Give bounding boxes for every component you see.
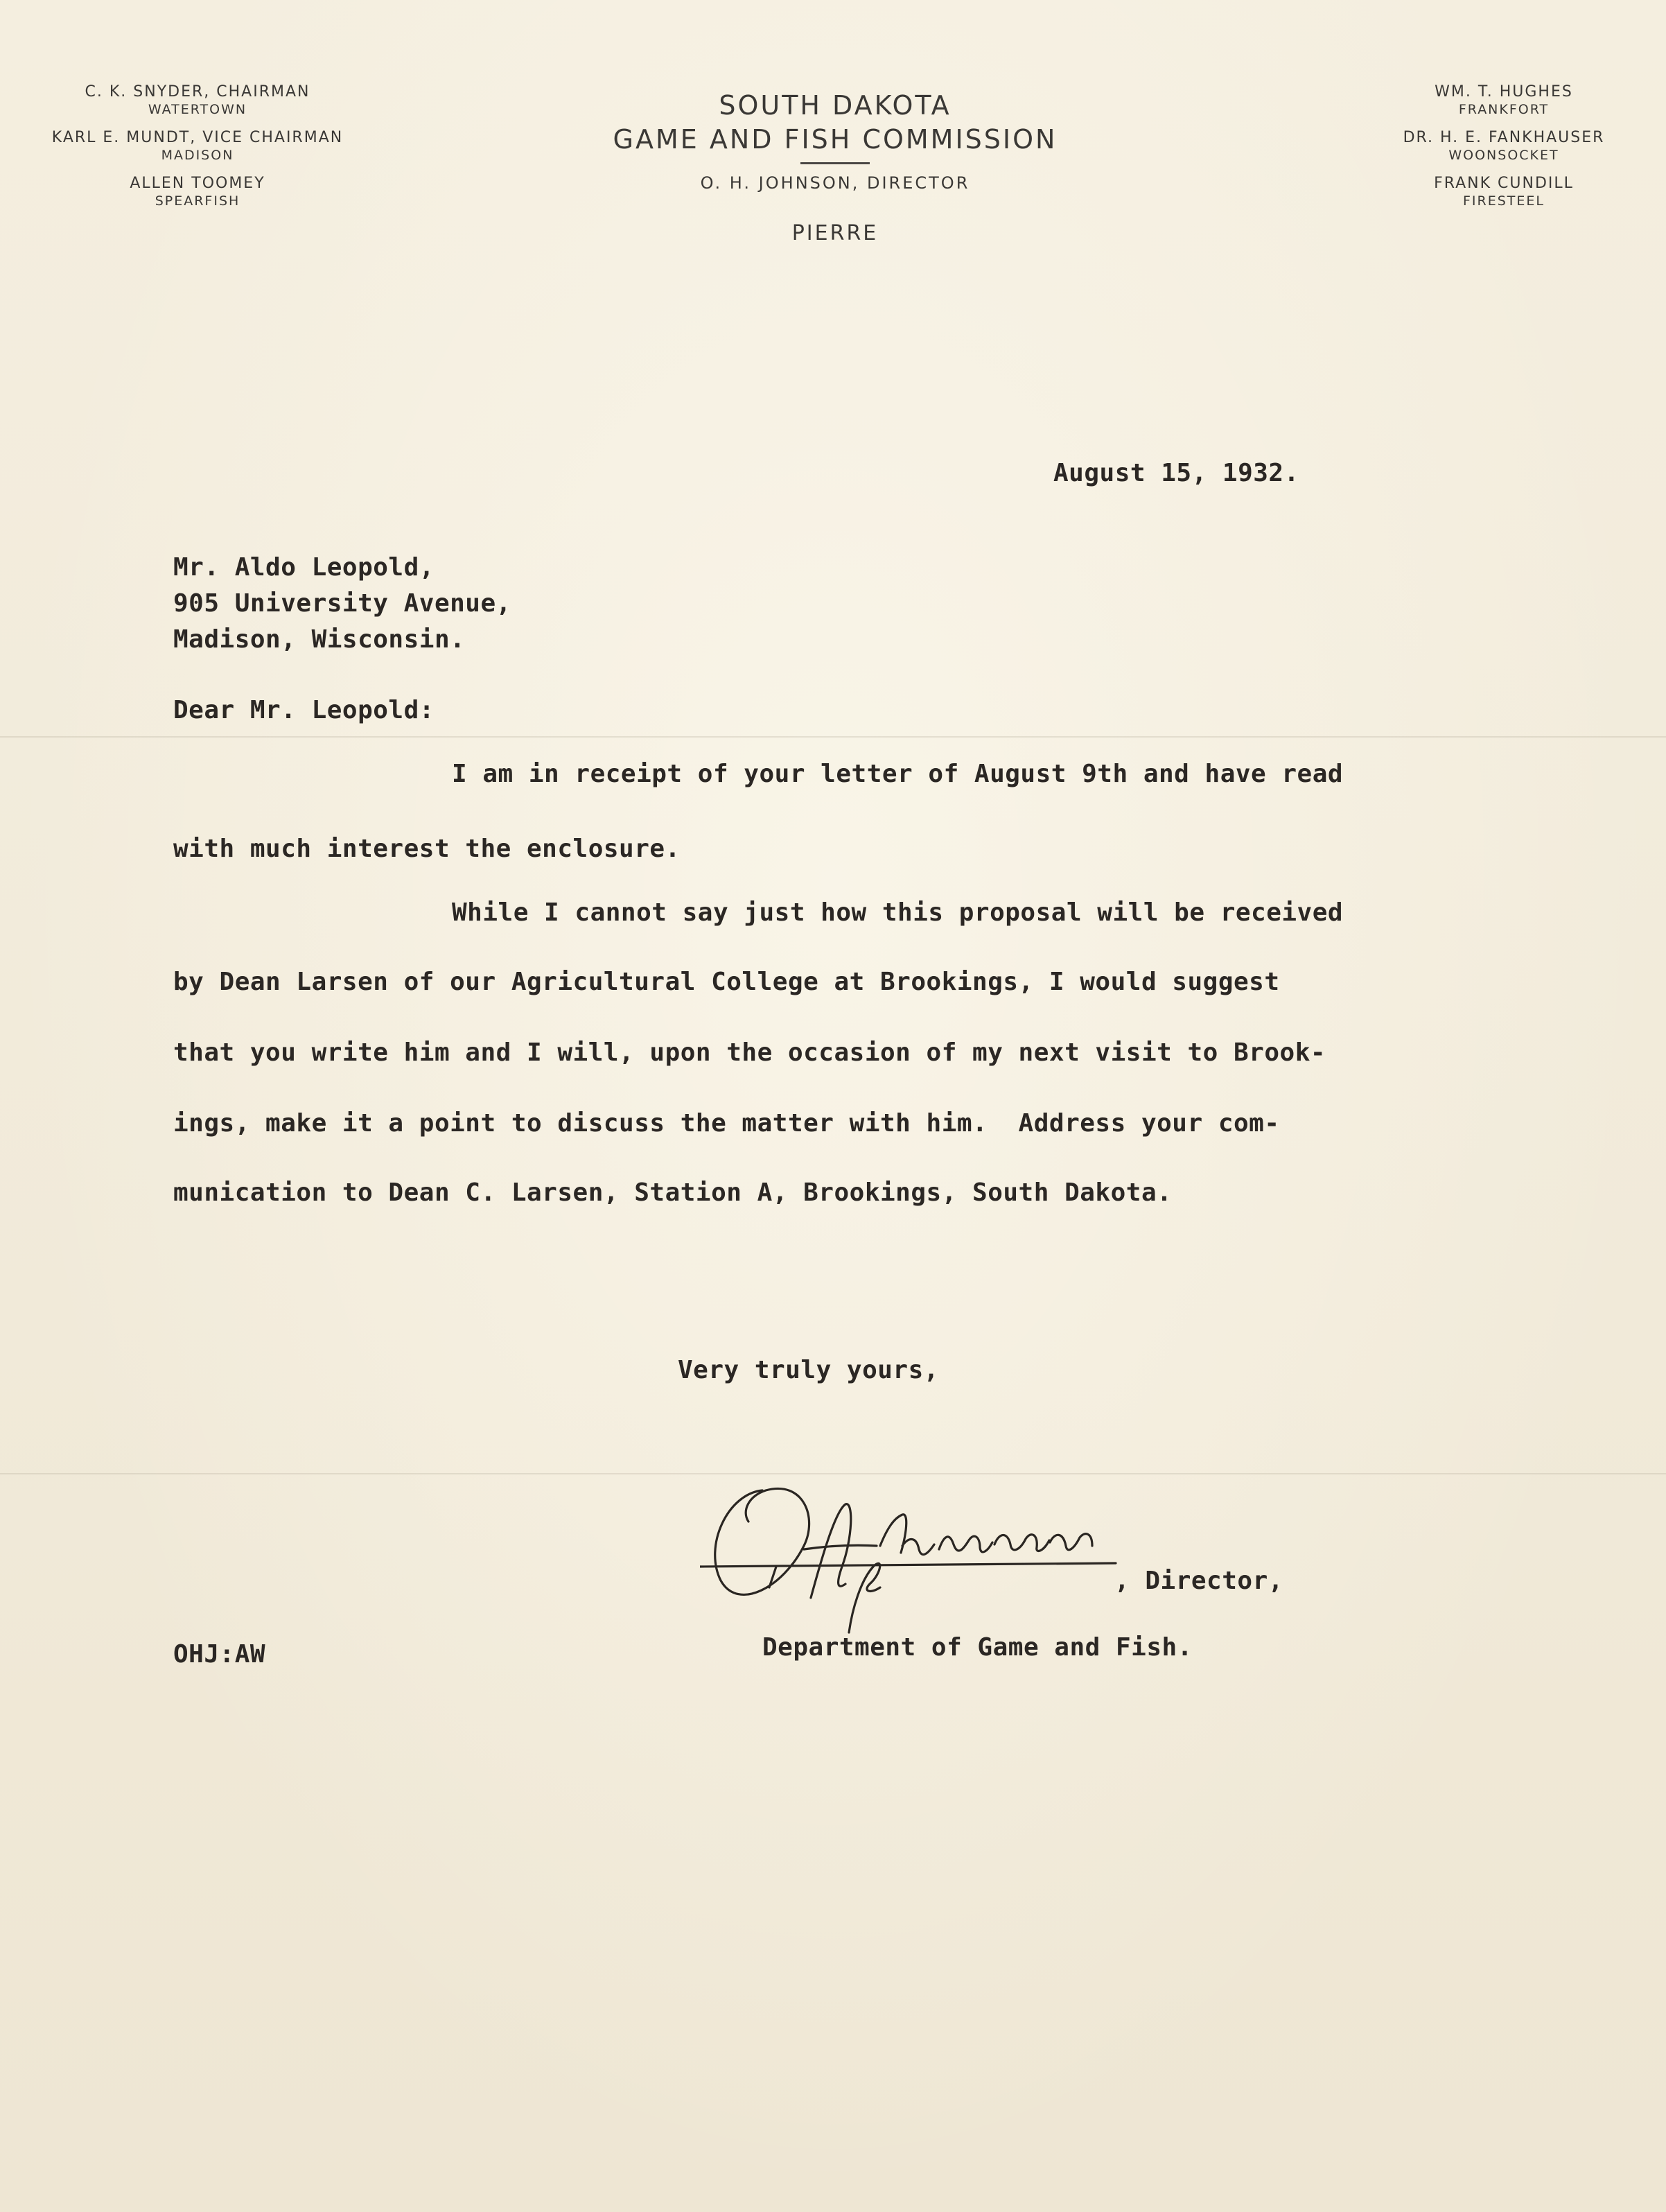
commissioner-name: DR. H. E. FANKHAUSER	[1403, 129, 1605, 146]
signature	[700, 1463, 1157, 1650]
letterhead-city: PIERRE	[791, 221, 879, 245]
salutation: Dear Mr. Leopold:	[173, 696, 435, 724]
body-line: I am in receipt of your letter of August 9th and have read	[452, 760, 1344, 788]
signer-title: , Director,	[1114, 1567, 1283, 1595]
body-line: munication to Dean C. Larsen, Station A, Brookings, South Dakota.	[173, 1178, 1173, 1207]
letterhead-state: SOUTH DAKOTA	[719, 90, 952, 121]
fold-crease	[0, 736, 1666, 738]
commissioner-name: KARL E. MUNDT, VICE CHAIRMAN	[51, 129, 344, 146]
commissioner-name: WM. T. HUGHES	[1435, 83, 1573, 101]
letterhead-right	[1379, 83, 1629, 220]
recipient-line: Mr. Aldo Leopold,	[173, 553, 435, 582]
commissioner-place: SPEARFISH	[155, 193, 240, 209]
commissioner-place: WATERTOWN	[148, 102, 247, 117]
letter-date: August 15, 1932.	[1053, 459, 1299, 487]
body-line: that you write him and I will, upon the occasion of my next visit to Brook-	[173, 1038, 1326, 1067]
letterhead-center	[547, 89, 1123, 245]
commissioner-name: C. K. SNYDER, CHAIRMAN	[85, 83, 310, 101]
closing: Very truly yours,	[678, 1356, 939, 1384]
body-line: ings, make it a point to discuss the matter with him. Address your com-	[173, 1109, 1280, 1138]
body-line: by Dean Larsen of our Agricultural College at Brookings, I would suggest	[173, 968, 1280, 996]
letterhead-rule	[800, 162, 870, 164]
recipient-line: Madison, Wisconsin.	[173, 625, 466, 654]
letterhead-director: O. H. JOHNSON, DIRECTOR	[700, 173, 970, 193]
commissioner-place: FIRESTEEL	[1462, 193, 1545, 209]
department-line: Department of Game and Fish.	[762, 1633, 1193, 1662]
body-line: with much interest the enclosure.	[173, 835, 681, 863]
recipient-line: 905 University Avenue,	[173, 589, 511, 618]
commissioner-place: WOONSOCKET	[1448, 148, 1559, 163]
commissioner-place: MADISON	[161, 148, 234, 163]
typist-initials: OHJ:AW	[173, 1640, 266, 1669]
commissioner-name: ALLEN TOOMEY	[130, 175, 265, 192]
body-line: While I cannot say just how this proposal will be received	[452, 898, 1344, 927]
letterhead-commission: GAME AND FISH COMMISSION	[613, 124, 1058, 155]
letterhead-left	[35, 83, 360, 220]
commissioner-name: FRANK CUNDILL	[1434, 175, 1574, 192]
commissioner-place: FRANKFORT	[1458, 102, 1550, 117]
